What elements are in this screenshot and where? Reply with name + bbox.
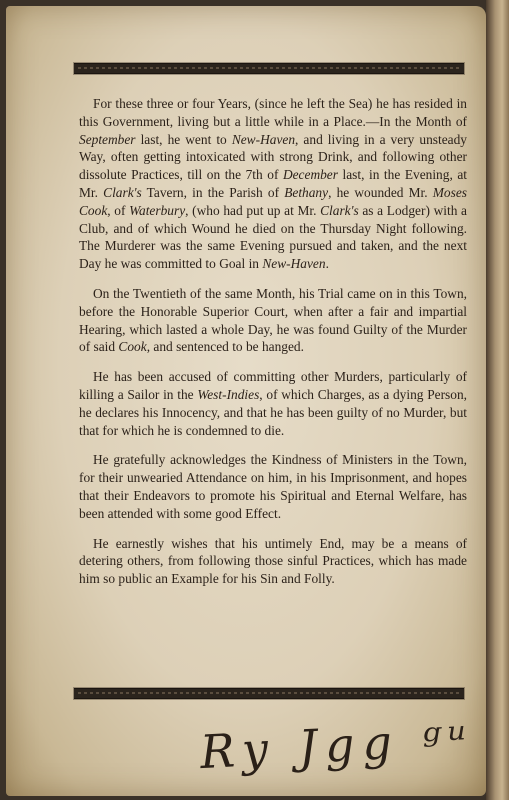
paragraph <box>79 535 467 588</box>
paragraph <box>79 285 467 356</box>
text-run: He has been accused of committing other Murders, particularly of killing a Sailor in the <box>79 369 467 402</box>
ornamental-rule-bottom <box>74 688 464 699</box>
italic-run: Waterbury <box>129 202 186 218</box>
document-body <box>79 95 467 600</box>
italic-run: New-Haven <box>231 131 296 147</box>
text-run: , of which Charges, as a dying Person, he declares his Innocency, and that he has been guilty of no Murder, but that for which he is condemned to die. <box>79 386 467 438</box>
italic-run: Clark's <box>320 202 359 218</box>
text-run: Tavern, in the Parish of <box>141 184 285 200</box>
handwritten-signature: Ry Jgg ᵍᵘ <box>198 710 477 780</box>
text-run: , of <box>107 202 130 218</box>
text-run: as a Lodger) with a Club, and of which Wound he died on the Thursday Night following. The Murderer was the same Evening pursued and taken, and the next Day he was committed to Goal in <box>79 202 467 272</box>
paragraph <box>79 451 467 522</box>
text-run: , and living in a very unsteady Way, often getting intoxicated with strong Drink, and following other dissolute Practices, till on the 7th of <box>79 131 467 183</box>
italic-run: Bethany <box>284 184 329 200</box>
italic-run: December <box>282 167 338 183</box>
italic-run: Moses Cook <box>79 184 467 218</box>
italic-run: Clark's <box>103 184 142 200</box>
paragraph <box>79 95 467 273</box>
italic-run: Cook <box>118 339 147 355</box>
italic-run: New-Haven <box>262 256 326 272</box>
text-run: He earnestly wishes that his untimely End, may be a means of detering others, from following those sinful Practices, which has made him so public an Example for his Sin and Folly. <box>79 535 467 587</box>
text-run: For these three or four Years, (since he left the Sea) he has resided in this Government, living but a little while in a Place.—In the Month of <box>79 96 467 129</box>
ornamental-rule-top <box>74 63 464 74</box>
book-spine <box>486 0 509 800</box>
text-run: last, he went to <box>135 131 232 147</box>
text-run: . <box>325 256 329 272</box>
text-run: last, in the Evening, at Mr. <box>79 167 467 200</box>
italic-run: West-Indies <box>197 386 260 402</box>
text-run: He gratefully acknowledges the Kindness of Ministers in the Town, for their unwearied Attendance on him, in his Imprisonment, and hopes that their Endeavors to promote his Spiritual and Eternal Welfare, has been attended with some good Effect. <box>79 452 467 521</box>
text-run: On the Twentieth of the same Month, his Trial came on in this Town, before the Honorable Superior Court, when after a fair and impartial Hearing, which lasted a whole Day, he was found Guilty of the Murder of said <box>79 285 467 355</box>
text-run: , he wounded Mr. <box>328 184 433 200</box>
text-run: , (who had put up at Mr. <box>185 202 321 218</box>
italic-run: September <box>79 131 136 147</box>
text-run: , and sentenced to be hanged. <box>146 339 304 355</box>
paragraph <box>79 368 467 439</box>
